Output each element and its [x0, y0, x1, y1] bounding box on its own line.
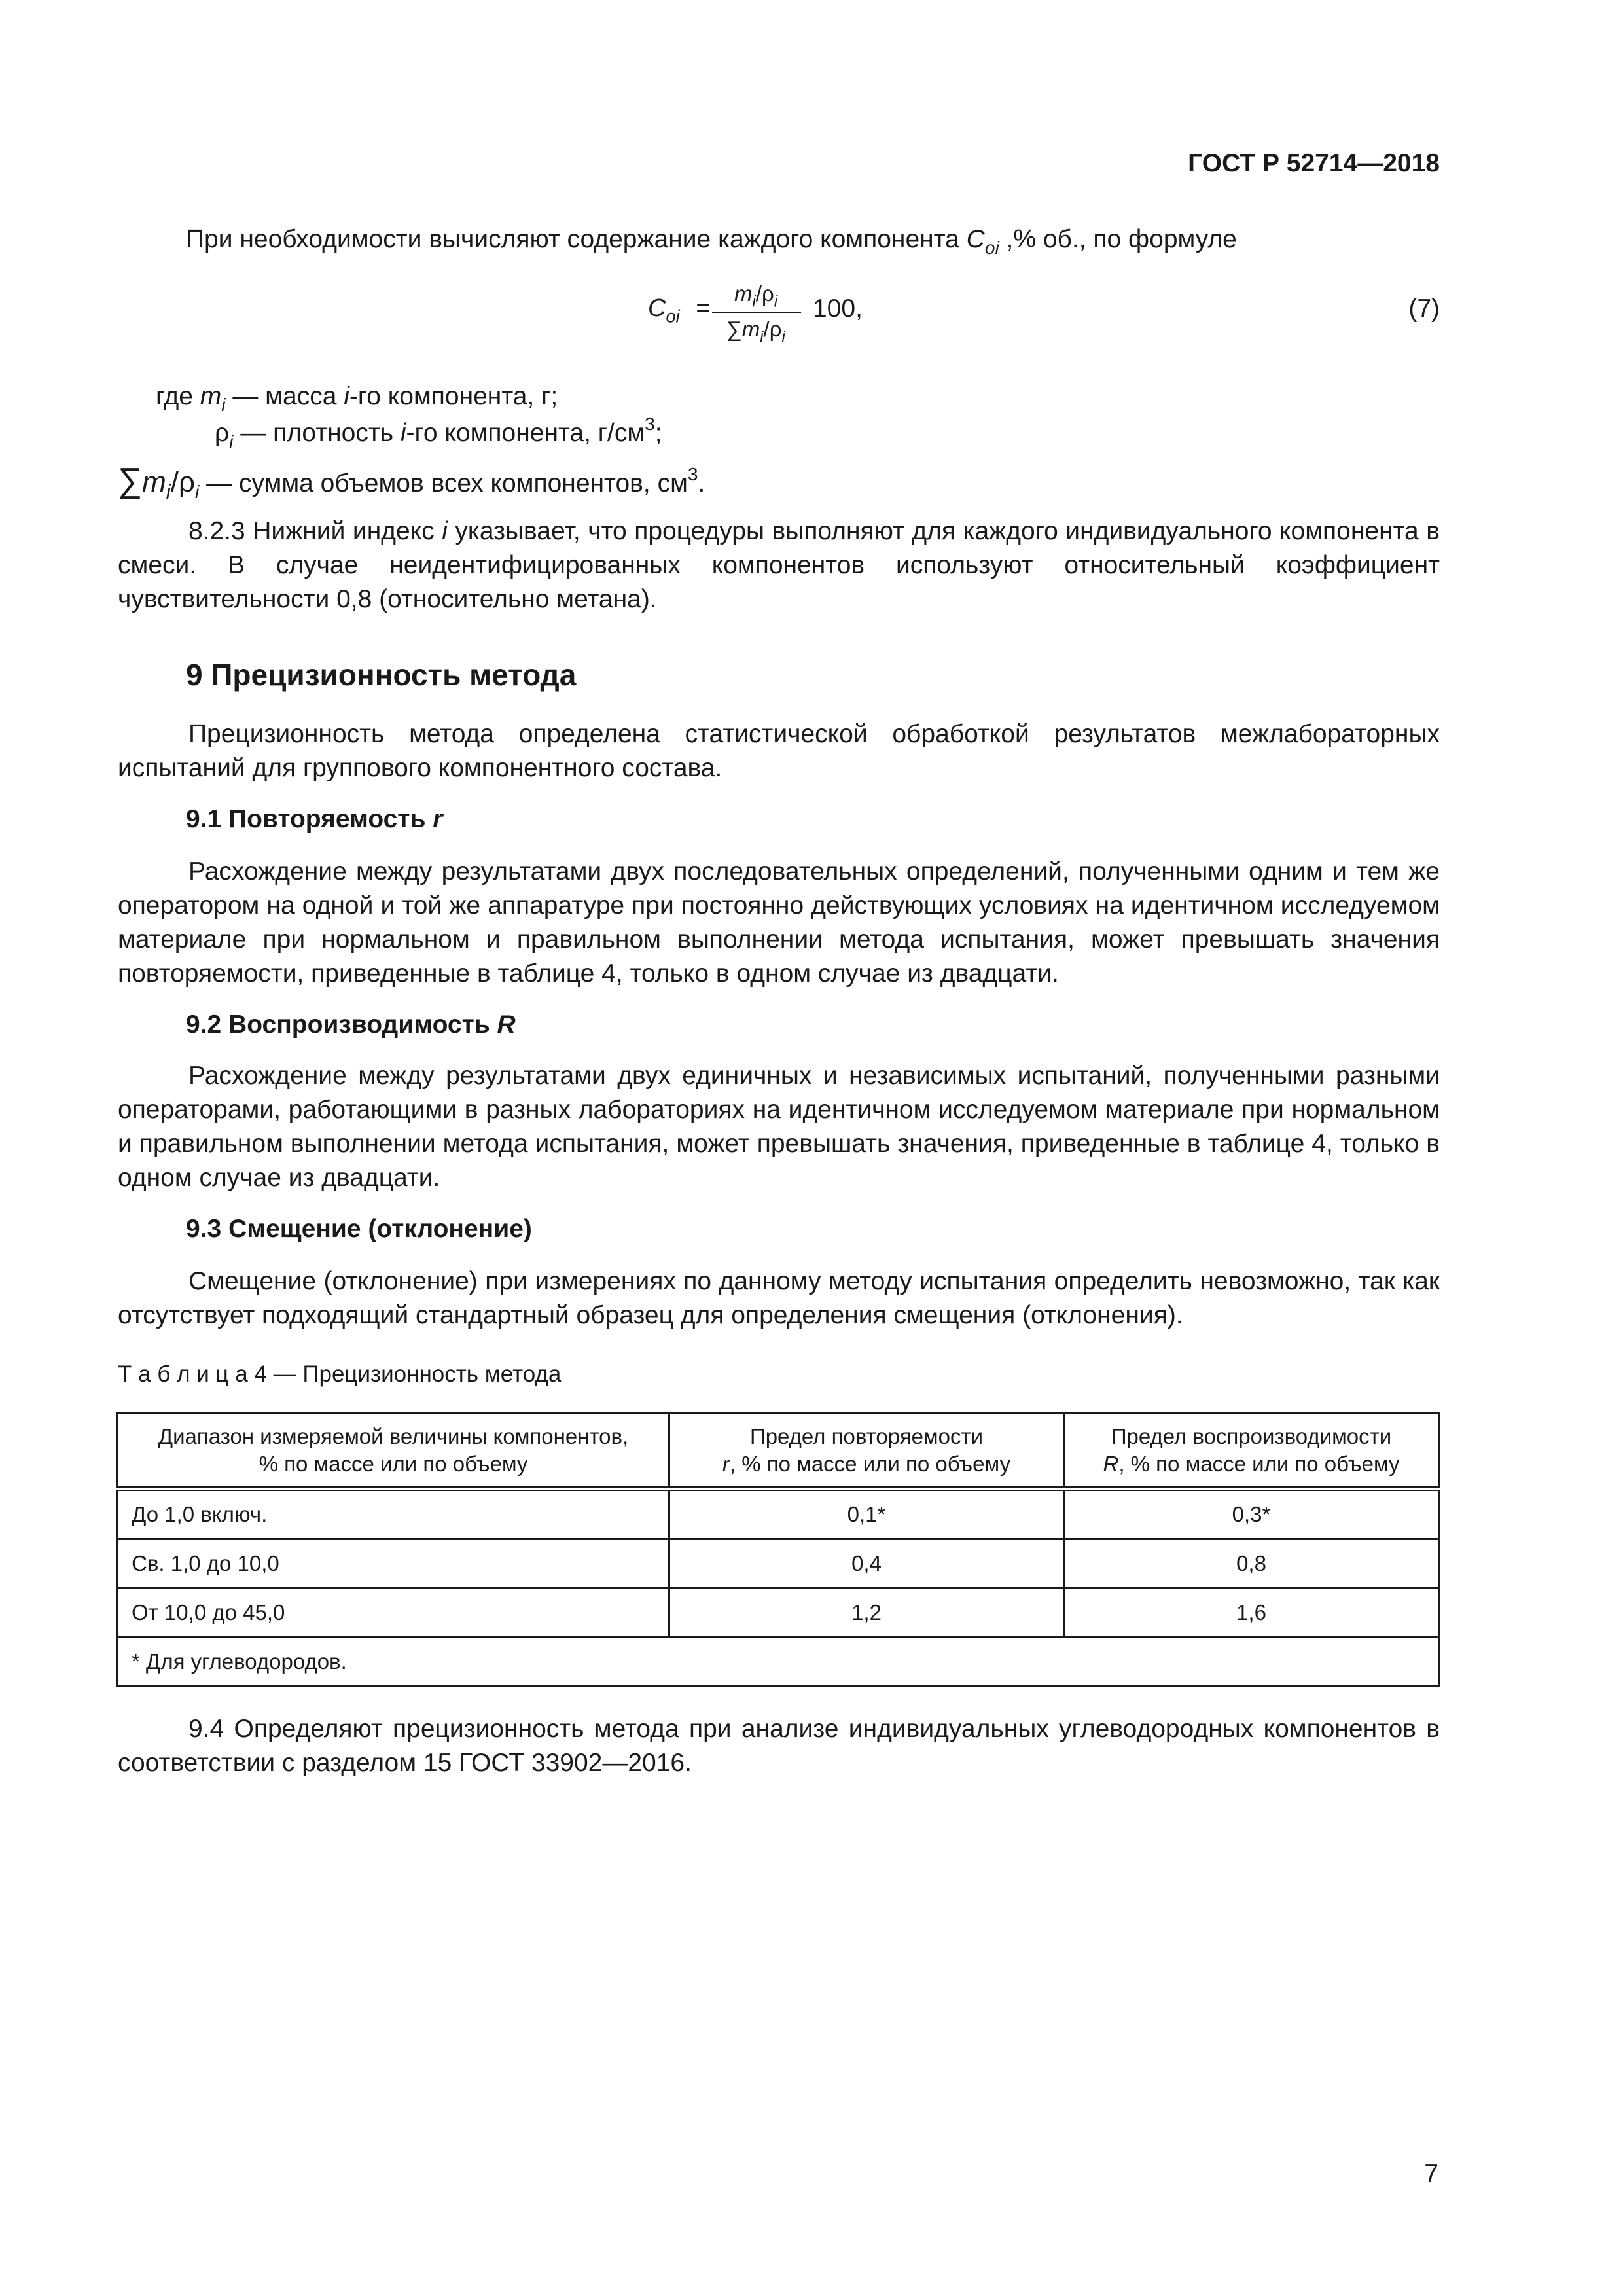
formula-factor: 100,	[813, 295, 863, 323]
table-header-range: Диапазон измеряемой величины компонентов, % по массе или по объему	[118, 1414, 669, 1489]
table-cell-range: До 1,0 включ.	[118, 1489, 669, 1539]
subsection-9-3-text: Смещение (отклонение) при измерениях по данному методу испытания определить невозможно, так как отсутствует подходящий стандартный образец для определения смещения (отклонения).	[118, 1267, 1440, 1329]
formula-7	[648, 281, 1014, 353]
paragraph-8-2-3: 8.2.3 Нижний индекс i указывает, что процедуры выполняют для каждого индивидуального компонента в смеси. В случае неидентифицированных компонентов используют относительный коэффициент чувствительности 0,8 (относительно метана).	[118, 517, 1440, 613]
table-cell-reproducibility: 1,6	[1064, 1588, 1439, 1638]
subsection-9-3-heading: 9.3 Смещение (отклонение)	[186, 1215, 532, 1243]
table-cell-reproducibility: 0,3*	[1064, 1489, 1439, 1539]
table-cell-repeatability: 0,1*	[669, 1489, 1064, 1539]
formula-intro-symbol: $C_{oi}$	[966, 225, 999, 258]
table-footnote-row	[118, 1638, 1439, 1687]
table-cell-repeatability: 1,2	[669, 1588, 1064, 1638]
standard-code: ГОСТ Р 52714—2018	[1188, 149, 1440, 177]
table-row	[118, 1588, 1439, 1638]
formula-intro	[186, 223, 1237, 257]
formula-lhs: $C_{oi}$ =	[648, 295, 711, 327]
table-header-repeatability: Предел повторяемости r, % по массе или по объему	[669, 1414, 1064, 1489]
table-header-reproducibility: Предел воспроизводимости R, % по массе или по объему	[1064, 1414, 1439, 1489]
formula-numerator: $m_i/\rho_i$	[734, 281, 777, 311]
table-row	[118, 1489, 1439, 1539]
section-9-heading: 9 Прецизионность метода	[186, 658, 577, 692]
table-cell-repeatability: 0,4	[669, 1539, 1064, 1588]
definition-m: где $m_i$ — масса i-го компонента, г;	[156, 382, 558, 415]
table-cell-range: Св. 1,0 до 10,0	[118, 1539, 669, 1588]
precision-table	[116, 1412, 1440, 1687]
subsection-9-1-text: Расхождение между результатами двух последовательных определений, полученными одним и тем же оператором на одной и той же аппаратуре при постоянно действующих условиях на идентичном исследуемом материале при нормальном и правильном выполнении метода испытания, может превышать значения повторяемости, приведенные в таблице 4, только в одном случае из двадцати.	[118, 857, 1440, 988]
table-row	[118, 1539, 1439, 1588]
formula-number: (7)	[1408, 295, 1440, 323]
formula-denominator: $\sum m_i/\rho_i$	[726, 317, 785, 346]
table-footnote: * Для углеводородов.	[118, 1638, 1439, 1687]
definition-sum: $\sum m_i/\rho_i$ — сумма объемов всех компонентов, $см^3$.	[118, 461, 705, 504]
section-9-intro: Прецизионность метода определена статистической обработкой результатов межлабораторных испытаний для группового компонентного состава.	[118, 720, 1440, 782]
subsection-9-2-heading: 9.2 Воспроизводимость R	[186, 1011, 516, 1039]
subsection-9-2-text: Расхождение между результатами двух единичных и независимых испытаний, полученными разными операторами, работающими в разных лабораториях на идентичном исследуемом материале при нормальном и правильном выполнении метода испытания, может превышать значения, приведенные в таблице 4, только в одном случае из двадцати.	[118, 1062, 1440, 1192]
fraction-bar	[712, 312, 801, 313]
page-number: 7	[1424, 2160, 1438, 2188]
table-header-row	[118, 1414, 1439, 1489]
definition-rho: $\rho_i$ — плотность i-го компонента, $г/см^3$;	[215, 414, 662, 452]
paragraph-9-4: 9.4 Определяют прецизионность метода при анализе индивидуальных углеводородных компонентов в соответствии с разделом 15 ГОСТ 33902—2016.	[118, 1715, 1440, 1777]
subsection-9-1-heading: 9.1 Повторяемость r	[186, 805, 443, 833]
table-caption: Т а б л и ц а 4 — Прецизионность метода	[118, 1361, 562, 1387]
table-cell-range: От 10,0 до 45,0	[118, 1588, 669, 1638]
formula-intro-text: При необходимости вычисляют содержание каждого компонента	[186, 225, 967, 253]
table-cell-reproducibility: 0,8	[1064, 1539, 1439, 1588]
formula-intro-tail: ,% об., по формуле	[999, 225, 1237, 253]
